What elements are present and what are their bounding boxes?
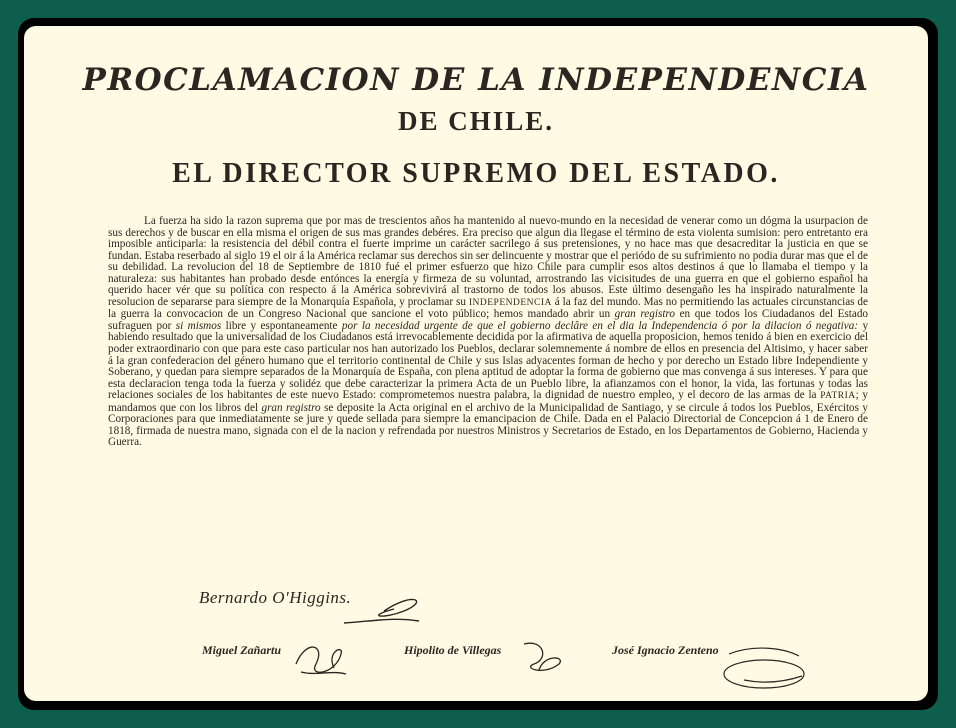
title-line-3: EL DIRECTOR SUPREMO DEL ESTADO. [172, 158, 780, 189]
signature-ohiggins: Bernardo O'Higgins. [199, 588, 352, 607]
gran-registro-text-2: gran registro [261, 401, 321, 414]
gran-registro-text: gran registro [614, 308, 675, 321]
signature-flourish-ohiggins [324, 581, 434, 631]
si-mismos-text: si mismos [175, 319, 222, 332]
document-paper [24, 26, 928, 701]
independencia-word: INDEPENDENCIA [468, 297, 552, 308]
body-text-5: y habiendo resultado que la universalidad de los Ciudadanos está irrevocablemente decidida por la afirmativa de aquella proposicion, hemos tenido á bien en exercicio del poder extraordinario con que para este caso particular nos han autorizado los Pueblos, declarar solemnemente á nombre de ellos en presencia del Altisimo, y hacer saber á la gran confederacion del género humano que el territorio continental de Chile y sus Islas adyacentes forman de hecho y por derecho un Estado libre Independiente y Soberano, y quedan para siempre separados de la Monarquía de España, con plena aptitud de adoptar la forma de gobierno que mas convenga á sus intereses. Y para que esta declaracion tenga toda la fuerza y solidéz que debe caracterizar la primera Acta de un Pueblo libre, la afianzamos con el honor, la vida, las fortunas y todas las relaciones sociales de los habitantes de este nuevo Estado: comprometemos nuestra palabra, la dignidad de nuestro empleo, y el decoro de las armas de la [108, 319, 869, 402]
body-text-7: se deposite la Acta original en el archivo de la Municipalidad de Santiago, y se circule á todos los Pueblos, Exércitos y Corporaciones para que inmediatamente se jure y quede sellada para siempre la emancipacion de Chile. Dada en el Palacio Directorial de Concepcion á 1 de Enero de 1818, firmada de nuestra mano, signada con el de la nacion y refrendada por nuestros Ministros y Secretarios de Estado, en los Departamentos de Gobierno, Hacienda y Guerra. [108, 401, 869, 449]
signature-zanartu: Miguel Zañartu [202, 643, 282, 657]
signature-zenteno: José Ignacio Zenteno [612, 643, 719, 657]
proclamation-body [108, 216, 868, 449]
patria-word: PATRIA [820, 391, 856, 402]
signature-flourish-zenteno [714, 634, 814, 696]
body-text-2: á la faz del mundo. Mas no permitiendo las actuales circunstancias de la guerra la convocacion de un Congreso Nacional que sancione el voto público; hemos mandado abrir un [108, 295, 868, 321]
signature-villegas: Hipolito de Villegas [404, 643, 502, 657]
title-line-2: DE CHILE. [397, 106, 555, 136]
title-line-1: PROCLAMACION DE LA INDEPENDENCIA [82, 62, 870, 98]
body-text-6: ; y mandamos que con los libros del [108, 389, 868, 414]
body-text-1: La fuerza ha sido la razon suprema que por mas de trescientos años ha mantenido al nuevo-mundo en la necesidad de venerar como un dógma la usurpacion de sus derechos y de buscar en ella misma el origen de sus mas grandes debéres. Era preciso que algun dia llegase el término de esta violenta sumision: pero entretanto era imposible anticiparla: la resistencia del débil contra el fuerte imprime un carácter sacrilego á sus pretensiones, y no hace mas que desacreditar la justicia en que se fundan. Estaba reserbado al siglo 19 el oir á la América reclamar sus derechos sin ser delincuente y mostrar que el periódo de su sufrimiento no podia durar mas que el de su debilidad. La revolucion del 18 de Septiembre de 1810 fué el primer esfuerzo que hizo Chile para cumplir esos altos destinos á que lo llamaba el tiempo y la naturaleza: sus habitantes han probado desde entónces la energía y firmeza de su voluntad, arrostrando las vicisitudes de una guerra en que el gobierno español ha querido hacer vér que su política con respecto á la América sobrevivirá al trastorno de todos los abusos. Este último desengaño les ha inspirado naturalmente la resolucion de separarse para siempre de la Monarquía Española, y proclamar su [108, 215, 868, 308]
signature-flourish-zanartu [286, 634, 356, 682]
body-text-3: en que todos los Ciudadanos del Estado sufraguen por [108, 308, 869, 332]
necesidad-text: por la necesidad urgente de que el gobierno declâre en el dia la Independencia ó por la dilacion ó negativa: [341, 319, 859, 332]
signature-flourish-villegas [514, 634, 574, 680]
body-text-4: libre y espontaneamente [225, 319, 338, 332]
